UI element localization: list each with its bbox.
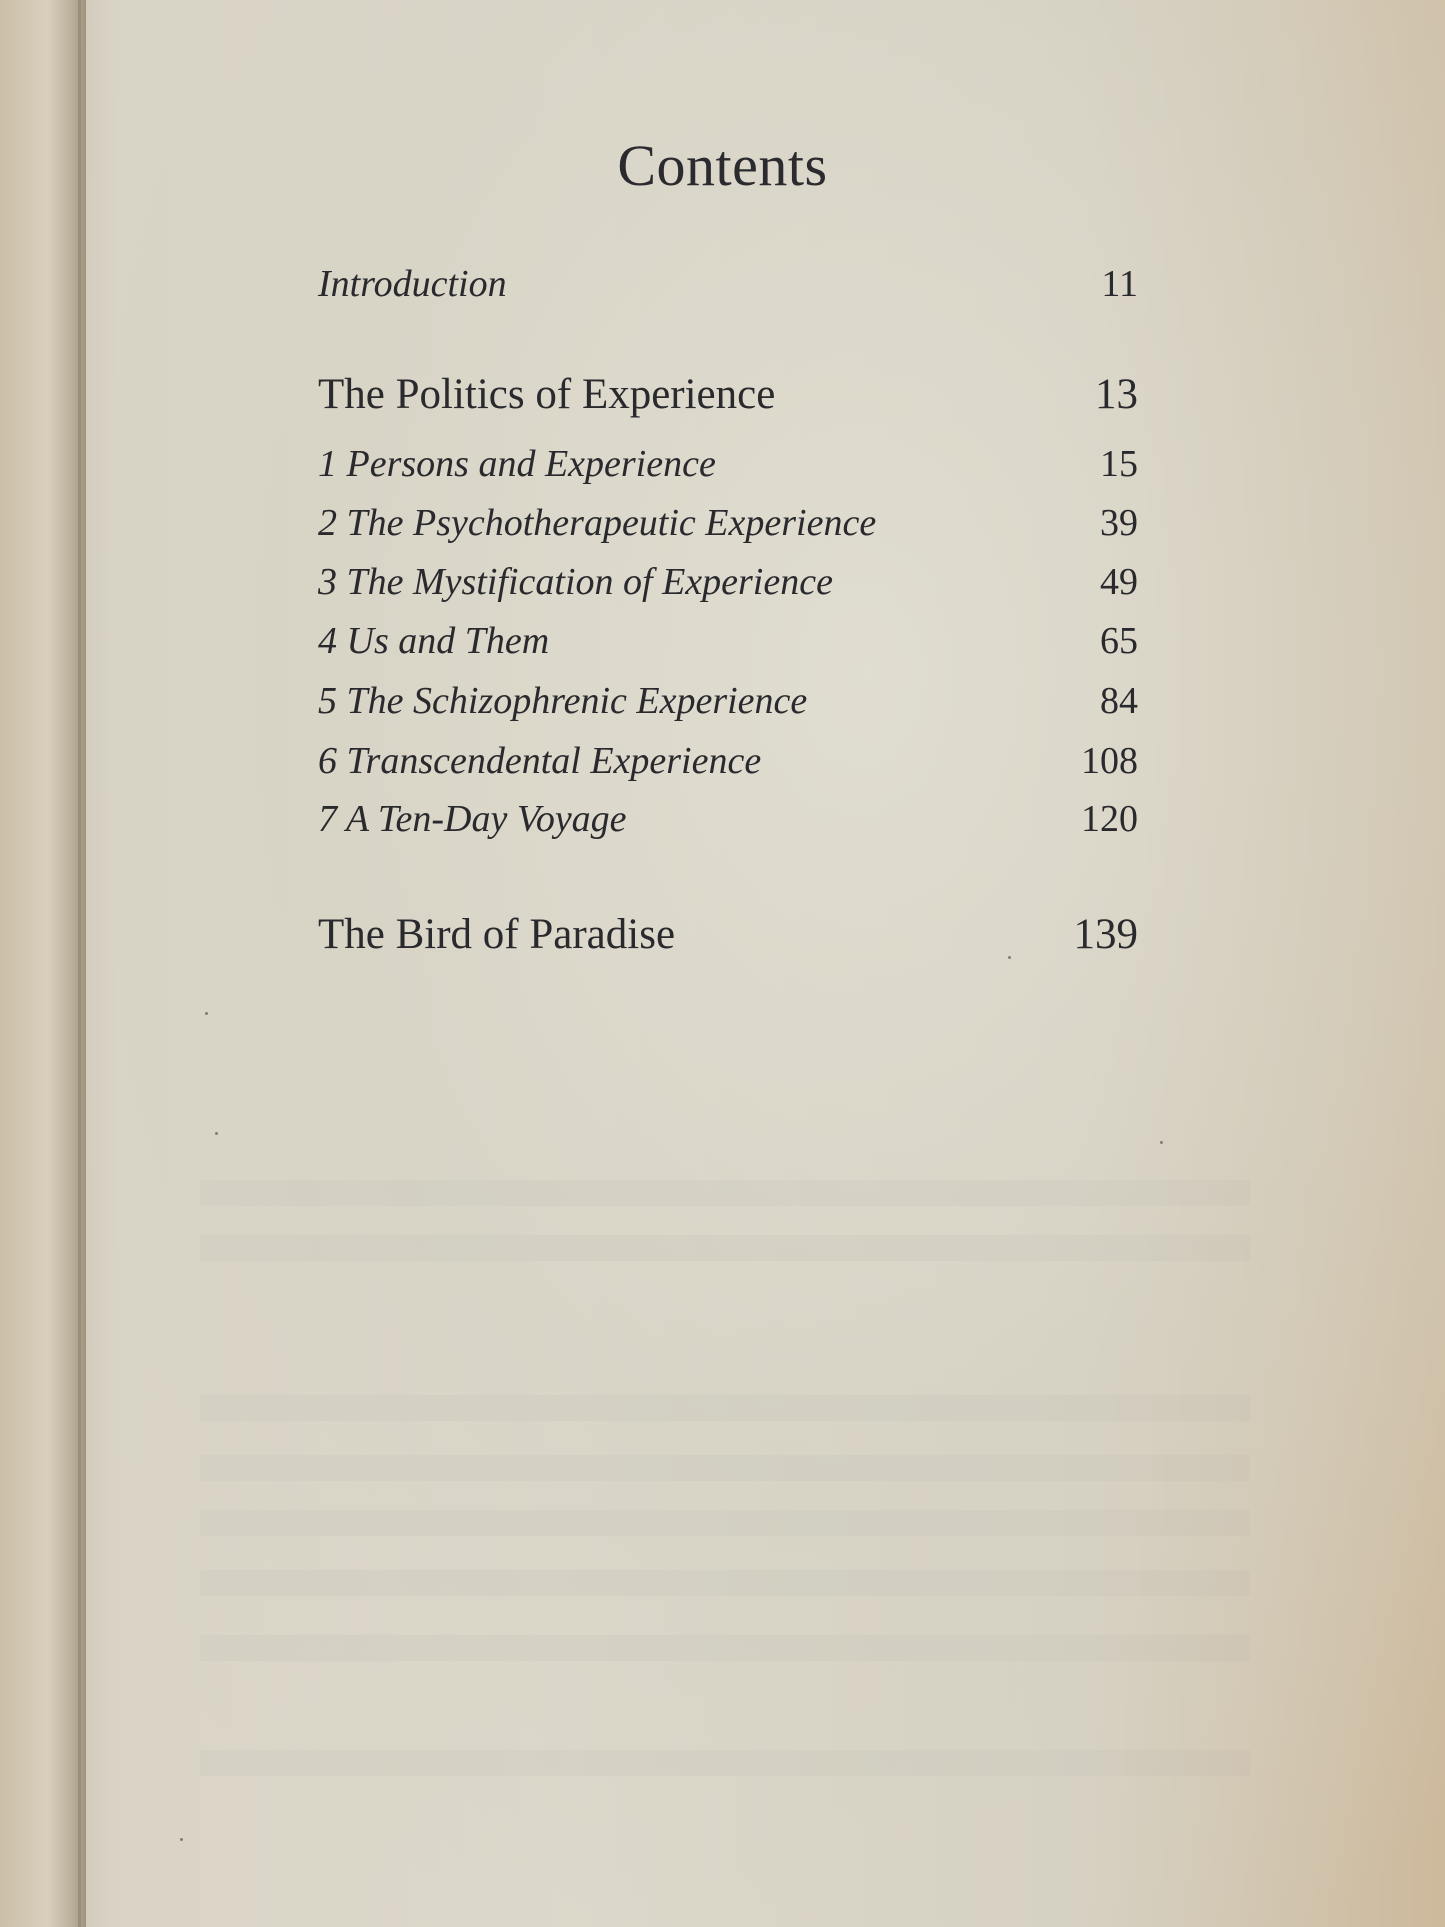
- paper-speck: [1160, 1141, 1163, 1144]
- toc-entry-label: 4 Us and Them: [318, 620, 550, 662]
- toc-entry-chapter-5: [318, 679, 1138, 723]
- toc-entry-page: 65: [1100, 620, 1138, 662]
- toc-entry-chapter-7: [318, 797, 1138, 841]
- toc-entry-page: 11: [1101, 263, 1138, 305]
- toc-entry-label: 7 A Ten-Day Voyage: [318, 798, 627, 840]
- toc-entry-chapter-6: [318, 739, 1138, 783]
- show-through-line: [200, 1750, 1250, 1776]
- toc-entry-page: 39: [1100, 502, 1138, 544]
- show-through-line: [200, 1635, 1250, 1661]
- toc-entry-page: 84: [1100, 680, 1138, 722]
- show-through-line: [200, 1510, 1250, 1536]
- gutter-edge: [78, 0, 81, 1927]
- toc-entry-page: 108: [1081, 740, 1138, 782]
- book-gutter: [0, 0, 86, 1927]
- show-through-line: [200, 1455, 1250, 1481]
- paper-speck: [205, 1012, 208, 1015]
- toc-entry-chapter-3: [318, 560, 1138, 604]
- toc-entry-page: 13: [1095, 371, 1138, 418]
- toc-entry-chapter-1: [318, 442, 1138, 486]
- toc-entry-page: 120: [1081, 798, 1138, 840]
- show-through-line: [200, 1235, 1250, 1261]
- show-through-line: [200, 1395, 1250, 1421]
- toc-entry-chapter-4: [318, 619, 1138, 663]
- toc-entry-chapter-2: [318, 501, 1138, 545]
- toc-entry-label: 1 Persons and Experience: [318, 443, 716, 485]
- toc-entry-label: 6 Transcendental Experience: [318, 740, 762, 782]
- contents-title: Contents: [617, 133, 828, 198]
- toc-entry-page: 49: [1100, 561, 1138, 603]
- toc-entry-page: 139: [1073, 911, 1138, 958]
- toc-entry-label: 5 The Schizophrenic Experience: [318, 680, 808, 722]
- paper-speck: [180, 1838, 183, 1841]
- show-through-line: [200, 1570, 1250, 1596]
- toc-entry-page: 15: [1100, 443, 1138, 485]
- toc-entry-label: The Politics of Experience: [318, 371, 776, 418]
- toc-entry-bird-of-paradise: [318, 910, 1138, 959]
- toc-entry-politics-of-experience: [318, 370, 1138, 419]
- toc-entry-label: The Bird of Paradise: [318, 911, 676, 958]
- toc-entry-label: 2 The Psychotherapeutic Experience: [318, 502, 877, 544]
- toc-entry-introduction: [318, 262, 1138, 306]
- show-through-line: [200, 1180, 1250, 1206]
- toc-entry-label: 3 The Mystification of Experience: [318, 561, 833, 603]
- toc-entry-label: Introduction: [318, 263, 507, 305]
- paper-speck: [215, 1132, 218, 1135]
